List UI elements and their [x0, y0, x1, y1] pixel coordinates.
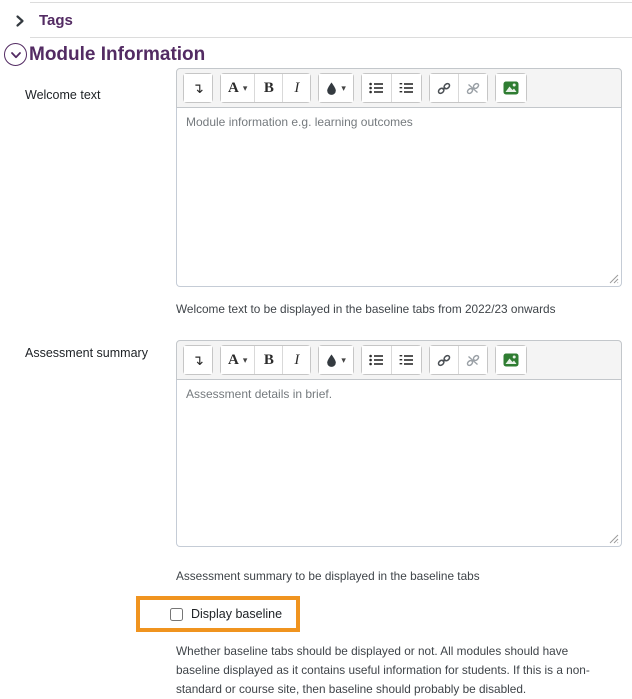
ordered-list-button[interactable]	[391, 74, 421, 102]
welcome-text-content[interactable]	[176, 108, 622, 287]
display-baseline-checkbox[interactable]	[170, 608, 183, 621]
assessment-summary-value: Assessment details in brief.	[186, 387, 333, 401]
section-tags[interactable]	[0, 3, 632, 37]
caret-down-icon: ▾	[242, 354, 248, 365]
unordered-list-icon	[369, 354, 384, 366]
bold-button[interactable]	[254, 74, 282, 102]
section-module-information-title: Module Information	[29, 43, 206, 65]
unordered-list-button[interactable]	[362, 346, 391, 374]
caret-down-icon: ▾	[242, 82, 248, 93]
collapse-toolbar-icon: ↴	[192, 79, 204, 96]
font-style-button[interactable]	[221, 74, 254, 102]
ordered-list-icon	[399, 354, 414, 366]
italic-icon: I	[294, 351, 300, 368]
italic-button[interactable]	[282, 346, 310, 374]
ordered-list-icon	[399, 82, 414, 94]
display-baseline-row	[0, 596, 632, 632]
assessment-summary-content[interactable]	[176, 380, 622, 547]
link-icon	[437, 354, 451, 367]
unlink-icon	[466, 82, 480, 95]
image-icon	[503, 81, 519, 95]
bold-icon: B	[263, 351, 274, 368]
annotation-highlight-box	[136, 596, 300, 632]
italic-button[interactable]	[282, 74, 310, 102]
welcome-text-label: Welcome text	[25, 88, 101, 102]
image-icon	[503, 353, 519, 367]
italic-icon: I	[294, 79, 300, 96]
welcome-text-row	[0, 68, 632, 319]
unlink-button[interactable]	[458, 74, 487, 102]
font-style-icon: A	[228, 351, 239, 368]
caret-down-icon: ▾	[341, 82, 346, 93]
droplet-icon	[326, 354, 337, 367]
unordered-list-icon	[369, 82, 384, 94]
caret-down-icon: ▾	[341, 354, 346, 365]
resize-handle[interactable]	[608, 273, 619, 284]
ordered-list-button[interactable]	[391, 346, 421, 374]
font-style-button[interactable]	[221, 346, 254, 374]
chevron-right-icon	[14, 15, 26, 27]
bold-button[interactable]	[254, 346, 282, 374]
droplet-icon	[326, 82, 337, 95]
link-icon	[437, 82, 451, 95]
unlink-button[interactable]	[458, 346, 487, 374]
editor-toolbar	[176, 68, 622, 108]
assessment-summary-row	[0, 340, 632, 586]
collapse-toolbar-button[interactable]	[184, 346, 212, 374]
link-button[interactable]	[430, 346, 458, 374]
resize-handle[interactable]	[608, 533, 619, 544]
unordered-list-button[interactable]	[362, 74, 391, 102]
display-baseline-help: Whether baseline tabs should be displayed or not. All modules should have baseline displayed as it contains useful information for students. If this is a non-standard or course site, then baseline should probably be disabled.	[176, 644, 590, 696]
welcome-text-value: Module information e.g. learning outcomes	[186, 115, 413, 129]
unlink-icon	[466, 354, 480, 367]
editor-toolbar	[176, 340, 622, 380]
assessment-summary-help: Assessment summary to be displayed in the baseline tabs	[176, 569, 480, 583]
collapse-toolbar-icon: ↴	[192, 351, 204, 368]
display-baseline-label[interactable]: Display baseline	[191, 607, 283, 621]
section-tags-title: Tags	[39, 12, 73, 29]
text-color-button[interactable]	[319, 346, 353, 374]
welcome-text-help: Welcome text to be displayed in the baseline tabs from 2022/23 onwards	[176, 302, 556, 316]
insert-image-button[interactable]	[496, 74, 526, 102]
section-module-information[interactable]	[0, 38, 632, 68]
assessment-summary-label: Assessment summary	[25, 346, 148, 360]
chevron-down-circle-icon[interactable]	[4, 43, 27, 66]
link-button[interactable]	[430, 74, 458, 102]
assessment-summary-editor	[176, 340, 622, 547]
bold-icon: B	[263, 79, 274, 96]
welcome-text-editor	[176, 68, 622, 287]
text-color-button[interactable]	[319, 74, 353, 102]
insert-image-button[interactable]	[496, 346, 526, 374]
font-style-icon: A	[228, 79, 239, 96]
collapse-toolbar-button[interactable]	[184, 74, 212, 102]
